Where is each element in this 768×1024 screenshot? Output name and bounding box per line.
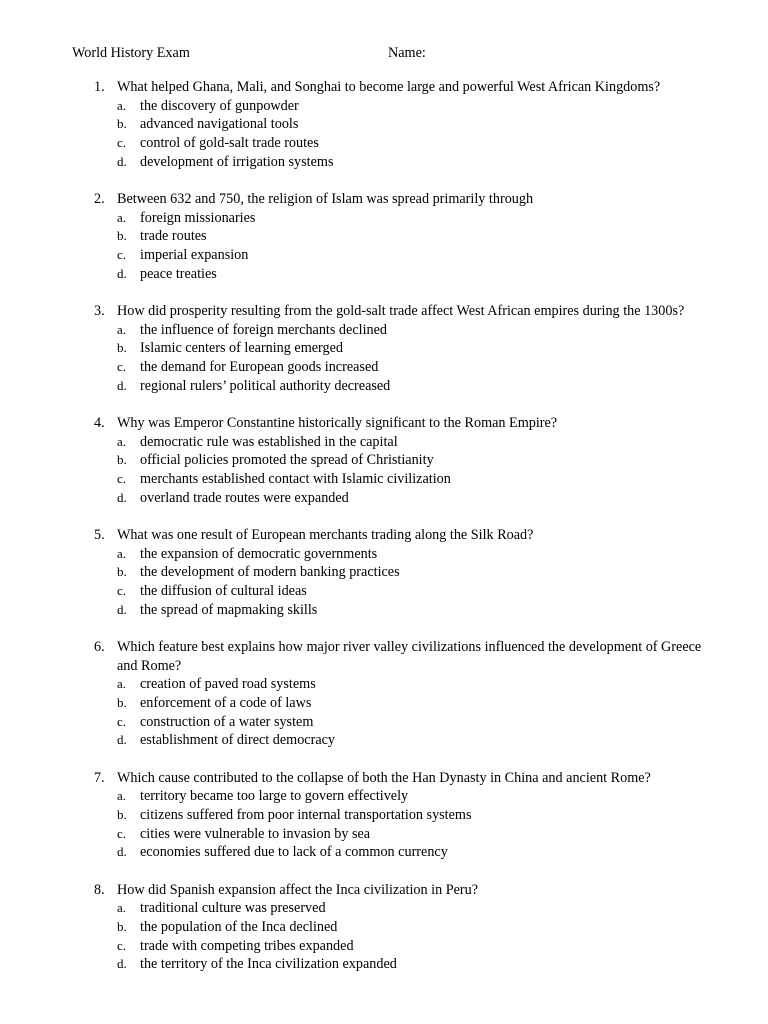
question-text: How did prosperity resulting from the gold-salt trade affect West African empires during the 1300s? (117, 303, 685, 319)
answer-option (72, 675, 702, 694)
option-letter: a. (117, 788, 127, 804)
option-letter: d. (117, 377, 127, 393)
question-stem (72, 638, 702, 675)
answer-option (72, 358, 702, 377)
option-letter: d. (117, 601, 127, 617)
question-number: 4. (94, 415, 105, 431)
option-text: cities were vulnerable to invasion by sea (140, 825, 371, 842)
answer-option (72, 451, 702, 470)
question-number: 7. (94, 769, 105, 786)
answer-option (72, 545, 702, 564)
question-number: 1. (94, 79, 105, 95)
option-text: the diffusion of cultural ideas (140, 583, 307, 599)
option-letter: a. (117, 433, 127, 449)
option-text: control of gold-salt trade routes (140, 135, 319, 151)
answer-option (72, 918, 702, 937)
option-text: merchants established contact with Islamic civilization (140, 471, 451, 487)
question-stem (72, 769, 702, 788)
answer-options (72, 675, 702, 750)
question-7 (72, 769, 702, 862)
answer-options (72, 321, 702, 396)
option-text: construction of a water system (140, 713, 314, 730)
answer-option (72, 806, 702, 825)
option-letter: a. (117, 209, 127, 225)
answer-option (72, 433, 702, 452)
option-text: the territory of the Inca civilization expanded (140, 956, 397, 973)
option-letter: b. (117, 116, 127, 132)
answer-option (72, 321, 702, 340)
option-text: the influence of foreign merchants declined (140, 321, 387, 338)
option-letter: c. (117, 359, 127, 374)
answer-option (72, 489, 702, 508)
option-letter: a. (117, 545, 127, 561)
question-number: 5. (94, 527, 105, 543)
answer-option (72, 227, 702, 246)
answer-option (72, 694, 702, 713)
option-letter: c. (117, 135, 127, 150)
question-number: 3. (94, 303, 105, 319)
option-text: development of irrigation systems (140, 153, 334, 170)
option-text: overland trade routes were expanded (140, 489, 349, 506)
option-text: official policies promoted the spread of Christianity (140, 452, 434, 469)
option-text: trade with competing tribes expanded (140, 937, 354, 954)
answer-option (72, 937, 702, 956)
option-letter: b. (117, 918, 127, 934)
option-text: the demand for European goods increased (140, 359, 379, 375)
option-text: creation of paved road systems (140, 676, 316, 693)
option-letter: d. (117, 265, 127, 281)
answer-options (72, 787, 702, 862)
answer-option (72, 209, 702, 228)
option-text: the development of modern banking practices (140, 564, 400, 581)
question-text: What helped Ghana, Mali, and Songhai to become large and powerful West African Kingdoms? (117, 79, 661, 95)
question-text: Between 632 and 750, the religion of Islam was spread primarily through (117, 191, 534, 207)
question-stem (72, 526, 702, 545)
option-letter: b. (117, 340, 127, 356)
answer-option (72, 601, 702, 620)
option-text: trade routes (140, 228, 207, 245)
answer-option (72, 899, 702, 918)
option-text: the expansion of democratic governments (140, 545, 378, 562)
option-text: imperial expansion (140, 247, 249, 263)
option-text: regional rulers’ political authority decreased (140, 377, 391, 394)
option-letter: b. (117, 694, 127, 710)
option-letter: d. (117, 153, 127, 169)
option-letter: b. (117, 452, 127, 468)
option-letter: c. (117, 937, 127, 953)
answer-option (72, 582, 702, 601)
exam-title: World History Exam (72, 45, 190, 61)
answer-option (72, 825, 702, 844)
answer-option (72, 731, 702, 750)
option-letter: b. (117, 564, 127, 580)
question-number: 6. (94, 639, 105, 655)
question-text: Why was Emperor Constantine historically significant to the Roman Empire? (117, 415, 558, 431)
question-2 (72, 190, 702, 283)
option-letter: d. (117, 732, 127, 748)
answer-option (72, 97, 702, 116)
question-5 (72, 526, 702, 619)
question-1 (72, 78, 702, 171)
option-text: advanced navigational tools (140, 116, 299, 133)
answer-option (72, 339, 702, 358)
answer-option (72, 153, 702, 172)
question-text: What was one result of European merchants trading along the Silk Road? (117, 527, 534, 543)
option-letter: d. (117, 844, 127, 860)
answer-option (72, 563, 702, 582)
answer-options (72, 97, 702, 172)
answer-option (72, 265, 702, 284)
answer-option (72, 787, 702, 806)
option-letter: c. (117, 247, 127, 262)
option-letter: a. (117, 97, 127, 113)
question-stem (72, 78, 702, 97)
answer-options (72, 545, 702, 620)
answer-option (72, 470, 702, 489)
answer-options (72, 433, 702, 508)
option-letter: a. (117, 676, 127, 692)
question-6 (72, 638, 702, 750)
answer-option (72, 377, 702, 396)
question-stem (72, 414, 702, 433)
question-stem (72, 881, 702, 900)
option-text: Islamic centers of learning emerged (140, 340, 344, 357)
option-letter: a. (117, 900, 127, 916)
question-number: 2. (94, 191, 105, 207)
option-text: the spread of mapmaking skills (140, 601, 318, 618)
option-letter: b. (117, 806, 127, 822)
answer-option (72, 955, 702, 974)
question-text: How did Spanish expansion affect the Inca civilization in Peru? (117, 881, 479, 898)
question-text: Which cause contributed to the collapse of both the Han Dynasty in China and ancient Rome? (117, 769, 651, 786)
option-letter: b. (117, 228, 127, 244)
question-text: Which feature best explains how major river valley civilizations influenced the development of Greece and Rome? (117, 639, 702, 674)
option-letter: a. (117, 321, 127, 337)
question-list (72, 78, 702, 993)
option-letter: d. (117, 489, 127, 505)
option-letter: d. (117, 956, 127, 972)
answer-options (72, 899, 702, 974)
option-letter: c. (117, 583, 127, 598)
option-letter: c. (117, 713, 127, 729)
question-stem (72, 190, 702, 209)
answer-option (72, 246, 702, 265)
answer-option (72, 134, 702, 153)
answer-option (72, 713, 702, 732)
option-text: traditional culture was preserved (140, 900, 326, 917)
question-stem (72, 302, 702, 321)
option-text: establishment of direct democracy (140, 732, 336, 749)
option-text: territory became too large to govern effectively (140, 788, 409, 805)
option-text: enforcement of a code of laws (140, 694, 312, 711)
name-label: Name: (388, 45, 426, 61)
option-text: democratic rule was established in the capital (140, 433, 398, 450)
option-text: peace treaties (140, 265, 217, 282)
option-text: citizens suffered from poor internal transportation systems (140, 806, 472, 823)
option-text: the population of the Inca declined (140, 918, 338, 935)
question-3 (72, 302, 702, 395)
option-text: foreign missionaries (140, 209, 256, 226)
question-4 (72, 414, 702, 507)
question-number: 8. (94, 881, 105, 898)
question-8 (72, 881, 702, 974)
option-text: the discovery of gunpowder (140, 97, 299, 114)
answer-option (72, 843, 702, 862)
option-letter: c. (117, 471, 127, 486)
answer-option (72, 115, 702, 134)
option-text: economies suffered due to lack of a common currency (140, 844, 448, 861)
answer-options (72, 209, 702, 284)
exam-header (72, 45, 728, 65)
option-letter: c. (117, 825, 127, 841)
